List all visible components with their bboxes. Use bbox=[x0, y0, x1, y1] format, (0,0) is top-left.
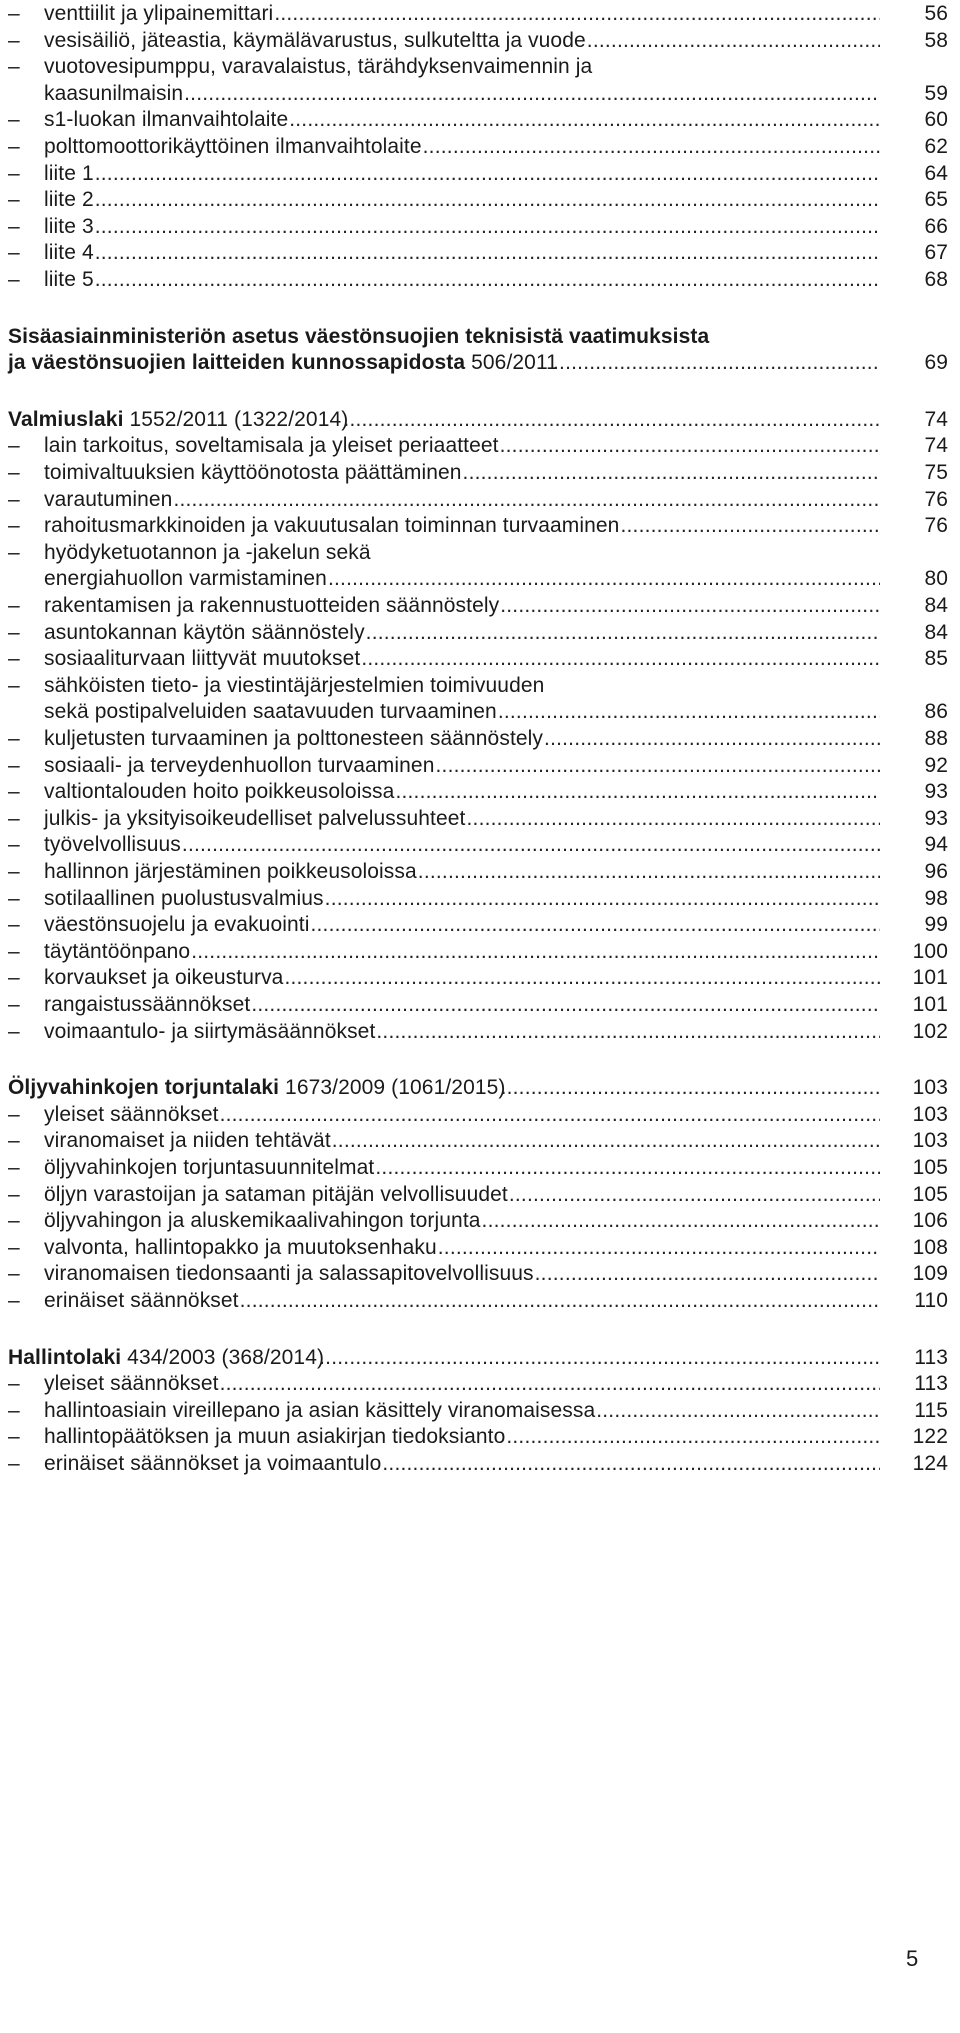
page-ref: 110 bbox=[914, 1289, 948, 1312]
dot-leader bbox=[343, 406, 880, 434]
page-ref: 59 bbox=[924, 81, 948, 105]
list-dash bbox=[8, 938, 28, 966]
dot-leader bbox=[95, 186, 880, 214]
page-ref: 67 bbox=[924, 241, 948, 265]
page-ref: 74 bbox=[924, 407, 948, 431]
toc-entry-title: lain tarkoitus, soveltamisala ja yleiset periaatteet bbox=[44, 434, 499, 458]
page-ref: 69 bbox=[924, 351, 948, 375]
toc-entry-title: rangaistussäännökset bbox=[44, 993, 251, 1016]
toc-entry-row bbox=[0, 1018, 960, 1046]
toc-entry-title: valtiontalouden hoito poikkeusoloissa bbox=[44, 780, 395, 804]
toc-entry-title: yleiset säännökset bbox=[44, 1372, 219, 1396]
dot-leader bbox=[240, 1287, 880, 1315]
dot-leader bbox=[328, 565, 880, 593]
toc-entry-title: voimaantulo- ja siirtymäsäännökset bbox=[44, 1019, 376, 1043]
list-dash bbox=[8, 858, 28, 886]
list-dash bbox=[8, 432, 28, 460]
page-ref: 88 bbox=[924, 727, 948, 750]
toc-entry-row bbox=[0, 991, 960, 1019]
toc-entry-row bbox=[0, 619, 960, 647]
list-dash bbox=[8, 512, 28, 540]
dot-leader bbox=[95, 239, 880, 267]
toc-entry-title: hallintopäätöksen ja muun asiakirjan tiedoksianto bbox=[44, 1425, 506, 1449]
toc-entry-row bbox=[0, 1234, 960, 1262]
toc-entry-row bbox=[0, 160, 960, 188]
toc-entry-row bbox=[0, 672, 960, 700]
dot-leader bbox=[423, 133, 880, 161]
toc-entry-row bbox=[0, 186, 960, 214]
page-ref: 113 bbox=[914, 1345, 948, 1369]
toc-heading-title bbox=[8, 349, 558, 377]
toc-entry-row bbox=[0, 1450, 960, 1478]
dot-leader bbox=[95, 213, 880, 241]
toc-entry-title: sosiaali- ja terveydenhuollon turvaaminen bbox=[44, 753, 435, 777]
list-dash bbox=[8, 1181, 28, 1209]
toc-entry-title: sekä postipalveluiden saatavuuden turvaaminen bbox=[44, 700, 497, 724]
toc-entry-title: vuotovesipumppu, varavalaistus, tärähdyksenvaimennin ja bbox=[44, 55, 593, 79]
dot-leader bbox=[467, 805, 881, 833]
law-title: Valmiuslaki bbox=[8, 407, 124, 431]
toc-entry-row bbox=[0, 1423, 960, 1451]
toc-heading-row bbox=[0, 1344, 960, 1372]
page-ref: 66 bbox=[924, 214, 948, 238]
toc-heading-row bbox=[0, 323, 960, 351]
dot-leader bbox=[587, 27, 880, 55]
toc-entry-title: asuntokannan käytön säännöstely bbox=[44, 620, 365, 644]
toc-entry-title: hallintoasiain vireillepano ja asian käsittely viranomaisessa bbox=[44, 1398, 596, 1422]
toc-entry-row bbox=[0, 239, 960, 267]
toc-entry-row bbox=[0, 778, 960, 806]
page-ref: 76 bbox=[924, 514, 948, 538]
toc-entry-row bbox=[0, 1154, 960, 1182]
page-ref: 98 bbox=[924, 886, 948, 910]
list-dash bbox=[8, 27, 28, 55]
list-dash bbox=[8, 539, 28, 567]
toc-entry-title: viranomaisen tiedonsaanti ja salassapitovelvollisuus bbox=[44, 1262, 534, 1286]
toc-entry-title: väestönsuojelu ja evakuointi bbox=[44, 913, 310, 937]
toc-entry-row bbox=[0, 911, 960, 939]
dot-leader bbox=[191, 938, 880, 966]
list-dash bbox=[8, 885, 28, 913]
toc-entry-title: kaasunilmaisin bbox=[44, 81, 184, 105]
toc-entry-title: vesisäiliö, jäteastia, käymälävarustus, sulkuteltta ja vuode bbox=[44, 28, 586, 52]
page-ref: 106 bbox=[912, 1209, 948, 1233]
list-dash bbox=[8, 831, 28, 859]
list-dash bbox=[8, 459, 28, 487]
dot-leader bbox=[319, 1344, 880, 1372]
page-ref: 60 bbox=[924, 108, 948, 132]
toc-entry-row bbox=[0, 1260, 960, 1288]
toc-entry-row bbox=[0, 1397, 960, 1425]
page-ref: 101 bbox=[912, 993, 948, 1016]
dot-leader bbox=[553, 349, 880, 377]
dot-leader bbox=[95, 266, 880, 294]
list-dash bbox=[8, 1450, 28, 1478]
page-ref: 58 bbox=[924, 28, 948, 52]
page-ref: 103 bbox=[912, 1102, 948, 1126]
dot-leader bbox=[418, 858, 880, 886]
toc-entry-title: varautuminen bbox=[44, 487, 173, 511]
toc-heading-title bbox=[8, 323, 709, 351]
page-ref: 108 bbox=[912, 1235, 948, 1259]
toc-entry-row bbox=[0, 80, 960, 108]
dot-leader bbox=[535, 1260, 880, 1288]
toc-entry-row bbox=[0, 1370, 960, 1398]
dot-leader bbox=[251, 991, 880, 1019]
toc-entry-row bbox=[0, 432, 960, 460]
toc-entry-title: täytäntöönpano bbox=[44, 939, 191, 963]
law-number: 506/2011 bbox=[471, 351, 558, 375]
list-dash bbox=[8, 53, 28, 81]
toc-entry-title: kuljetusten turvaaminen ja polttonesteen säännöstely bbox=[44, 727, 544, 750]
law-title: ja väestönsuojien laitteiden kunnossapidosta bbox=[8, 351, 466, 375]
toc-entry-row bbox=[0, 133, 960, 161]
toc-entry-title: öljyvahinkojen torjuntasuunnitelmat bbox=[44, 1156, 375, 1179]
toc-heading-title bbox=[8, 1074, 506, 1102]
dot-leader bbox=[498, 698, 880, 726]
toc-entry-row bbox=[0, 1207, 960, 1235]
page-ref: 103 bbox=[912, 1076, 948, 1100]
law-number: 1673/2009 (1061/2015) bbox=[285, 1076, 506, 1100]
toc-entry-row bbox=[0, 645, 960, 673]
dot-leader bbox=[395, 778, 880, 806]
toc-entry-row bbox=[0, 1127, 960, 1155]
toc-entry-row bbox=[0, 1287, 960, 1315]
page-ref: 76 bbox=[924, 487, 948, 511]
dot-leader bbox=[220, 1101, 880, 1129]
list-dash bbox=[8, 1234, 28, 1262]
toc-entry-title: yleiset säännökset bbox=[44, 1102, 219, 1126]
page-ref: 84 bbox=[924, 594, 948, 617]
toc-entry-title: s1-luokan ilmanvaihtolaite bbox=[44, 108, 289, 132]
toc-entry-row bbox=[0, 266, 960, 294]
toc-entry-row bbox=[0, 486, 960, 514]
list-dash bbox=[8, 1101, 28, 1129]
list-dash bbox=[8, 239, 28, 267]
page-ref: 96 bbox=[924, 860, 948, 883]
list-dash bbox=[8, 911, 28, 939]
toc-entry-title: rakentamisen ja rakennustuotteiden säännöstely bbox=[44, 594, 500, 617]
dot-leader bbox=[596, 1397, 880, 1425]
list-dash bbox=[8, 1397, 28, 1425]
toc-heading-row bbox=[0, 406, 960, 434]
toc-entry-title: työvelvollisuus bbox=[44, 833, 181, 857]
page-ref: 93 bbox=[924, 780, 948, 804]
toc-entry-row bbox=[0, 858, 960, 886]
list-dash bbox=[8, 1207, 28, 1235]
dot-leader bbox=[274, 0, 880, 28]
list-dash bbox=[8, 1260, 28, 1288]
dot-leader bbox=[620, 512, 880, 540]
toc-entry-title: venttiilit ja ylipainemittari bbox=[44, 2, 274, 25]
page-ref: 101 bbox=[912, 966, 948, 990]
law-number: 1552/2011 (1322/2014) bbox=[129, 407, 349, 431]
page-ref: 80 bbox=[924, 567, 948, 591]
toc-entry-title: hallinnon järjestäminen poikkeusoloissa bbox=[44, 860, 417, 883]
toc-entry-row bbox=[0, 512, 960, 540]
list-dash bbox=[8, 1018, 28, 1046]
page-ref: 68 bbox=[924, 268, 948, 291]
toc-entry-row bbox=[0, 0, 960, 28]
toc-entry-title: korvaukset ja oikeusturva bbox=[44, 966, 284, 990]
dot-leader bbox=[182, 831, 880, 859]
toc-entry-title: liite 4 bbox=[44, 241, 94, 265]
dot-leader bbox=[544, 725, 880, 753]
dot-leader bbox=[173, 486, 880, 514]
toc-entry-row bbox=[0, 805, 960, 833]
page-ref: 92 bbox=[924, 753, 948, 777]
list-dash bbox=[8, 0, 28, 28]
page-ref: 100 bbox=[912, 939, 948, 963]
page-ref: 115 bbox=[914, 1398, 948, 1422]
dot-leader bbox=[463, 459, 880, 487]
page-ref: 122 bbox=[912, 1425, 948, 1449]
page-ref: 93 bbox=[924, 806, 948, 830]
toc-entry-title: sosiaaliturvaan liittyvät muutokset bbox=[44, 647, 361, 671]
list-dash bbox=[8, 778, 28, 806]
law-title: Öljyvahinkojen torjuntalaki bbox=[8, 1076, 280, 1100]
toc-entry-title: liite 2 bbox=[44, 188, 94, 212]
page-ref: 102 bbox=[912, 1019, 948, 1043]
toc-entry-row bbox=[0, 964, 960, 992]
dot-leader bbox=[284, 964, 880, 992]
toc-entry-row bbox=[0, 106, 960, 134]
page-ref: 84 bbox=[924, 620, 948, 644]
page-ref: 74 bbox=[924, 434, 948, 458]
toc-entry-row bbox=[0, 539, 960, 567]
toc-entry-title: valvonta, hallintopakko ja muutoksenhaku bbox=[44, 1235, 437, 1259]
toc-entry-row bbox=[0, 938, 960, 966]
toc-heading-title bbox=[8, 406, 348, 434]
page-ref: 75 bbox=[924, 461, 948, 484]
toc-entry-title: hyödyketuotannon ja -jakelun sekä bbox=[44, 540, 371, 564]
toc-entry-title: toimivaltuuksien käyttöönotosta päättäminen bbox=[44, 461, 462, 484]
page-ref: 103 bbox=[912, 1129, 948, 1153]
dot-leader bbox=[184, 80, 880, 108]
list-dash bbox=[8, 213, 28, 241]
law-title: Sisäasiainministeriön asetus väestönsuojien teknisistä vaatimuksista bbox=[8, 324, 710, 348]
dot-leader bbox=[376, 1018, 880, 1046]
page-ref: 65 bbox=[924, 188, 948, 212]
dot-leader bbox=[95, 160, 880, 188]
toc-entry-title: rahoitusmarkkinoiden ja vakuutusalan toiminnan turvaaminen bbox=[44, 514, 620, 538]
list-dash bbox=[8, 486, 28, 514]
toc-entry-title: erinäiset säännökset ja voimaantulo bbox=[44, 1452, 382, 1475]
page-ref: 105 bbox=[912, 1182, 948, 1206]
dot-leader bbox=[500, 592, 880, 620]
dot-leader bbox=[310, 911, 880, 939]
list-dash bbox=[8, 964, 28, 992]
toc-heading-title bbox=[8, 1344, 324, 1372]
list-dash bbox=[8, 1370, 28, 1398]
toc-entry-row bbox=[0, 53, 960, 81]
page-ref: 62 bbox=[924, 135, 948, 158]
dot-leader bbox=[509, 1181, 880, 1209]
dot-leader bbox=[332, 1127, 880, 1155]
toc-entry-title: öljyvahingon ja aluskemikaalivahingon torjunta bbox=[44, 1209, 481, 1233]
list-dash bbox=[8, 133, 28, 161]
dot-leader bbox=[366, 619, 880, 647]
list-dash bbox=[8, 725, 28, 753]
toc-entry-row bbox=[0, 725, 960, 753]
list-dash bbox=[8, 805, 28, 833]
toc-entry-title: polttomoottorikäyttöinen ilmanvaihtolaite bbox=[44, 135, 422, 158]
toc-entry-title: sotilaallinen puolustusvalmius bbox=[44, 886, 324, 910]
dot-leader bbox=[436, 752, 881, 780]
page-ref: 86 bbox=[924, 700, 948, 724]
toc-entry-title: liite 5 bbox=[44, 268, 94, 291]
list-dash bbox=[8, 1287, 28, 1315]
page-ref: 105 bbox=[912, 1156, 948, 1179]
list-dash bbox=[8, 1154, 28, 1182]
toc-entry-title: erinäiset säännökset bbox=[44, 1289, 239, 1312]
toc-entry-row bbox=[0, 565, 960, 593]
list-dash bbox=[8, 592, 28, 620]
dot-leader bbox=[438, 1234, 880, 1262]
dot-leader bbox=[500, 432, 880, 460]
dot-leader bbox=[220, 1370, 880, 1398]
list-dash bbox=[8, 1423, 28, 1451]
page-ref: 99 bbox=[924, 913, 948, 937]
toc-entry-row bbox=[0, 592, 960, 620]
toc-heading-row bbox=[0, 349, 960, 377]
page-ref: 109 bbox=[912, 1262, 948, 1286]
toc-entry-row bbox=[0, 831, 960, 859]
toc-entry-title: julkis- ja yksityisoikeudelliset palvelussuhteet bbox=[44, 806, 466, 830]
toc-entry-title: viranomaiset ja niiden tehtävät bbox=[44, 1129, 331, 1153]
page-ref: 56 bbox=[924, 2, 948, 25]
page-ref: 85 bbox=[924, 647, 948, 671]
toc-entry-row bbox=[0, 698, 960, 726]
dot-leader bbox=[482, 1207, 880, 1235]
page-ref: 124 bbox=[912, 1452, 948, 1475]
toc-entry-row bbox=[0, 1181, 960, 1209]
page-number: 5 bbox=[906, 1946, 919, 1971]
toc-entry-row bbox=[0, 27, 960, 55]
page-ref: 113 bbox=[914, 1372, 948, 1396]
toc-entry-title: energiahuollon varmistaminen bbox=[44, 567, 327, 591]
list-dash bbox=[8, 1127, 28, 1155]
toc-entry-row bbox=[0, 885, 960, 913]
toc-entry-row bbox=[0, 459, 960, 487]
list-dash bbox=[8, 619, 28, 647]
toc-entry-title: sähköisten tieto- ja viestintäjärjestelmien toimivuuden bbox=[44, 673, 545, 697]
toc-heading-row bbox=[0, 1074, 960, 1102]
law-title: Hallintolaki bbox=[8, 1345, 122, 1369]
toc-entry-title: liite 1 bbox=[44, 161, 94, 185]
list-dash bbox=[8, 160, 28, 188]
dot-leader bbox=[325, 885, 880, 913]
toc-entry-row bbox=[0, 213, 960, 241]
dot-leader bbox=[361, 645, 880, 673]
list-dash bbox=[8, 266, 28, 294]
list-dash bbox=[8, 672, 28, 700]
toc-entry-title: öljyn varastoijan ja sataman pitäjän velvollisuudet bbox=[44, 1182, 508, 1206]
page-ref: 64 bbox=[924, 161, 948, 185]
page-ref: 94 bbox=[924, 833, 948, 857]
law-number: 434/2003 (368/2014) bbox=[127, 1345, 325, 1369]
list-dash bbox=[8, 106, 28, 134]
toc-entry-row bbox=[0, 1101, 960, 1129]
list-dash bbox=[8, 752, 28, 780]
dot-leader bbox=[382, 1450, 880, 1478]
toc-entry-title: liite 3 bbox=[44, 214, 94, 238]
list-dash bbox=[8, 645, 28, 673]
list-dash bbox=[8, 186, 28, 214]
toc-entry-row bbox=[0, 752, 960, 780]
dot-leader bbox=[375, 1154, 880, 1182]
dot-leader bbox=[289, 106, 880, 134]
list-dash bbox=[8, 991, 28, 1019]
dot-leader bbox=[506, 1423, 880, 1451]
dot-leader bbox=[501, 1074, 880, 1102]
